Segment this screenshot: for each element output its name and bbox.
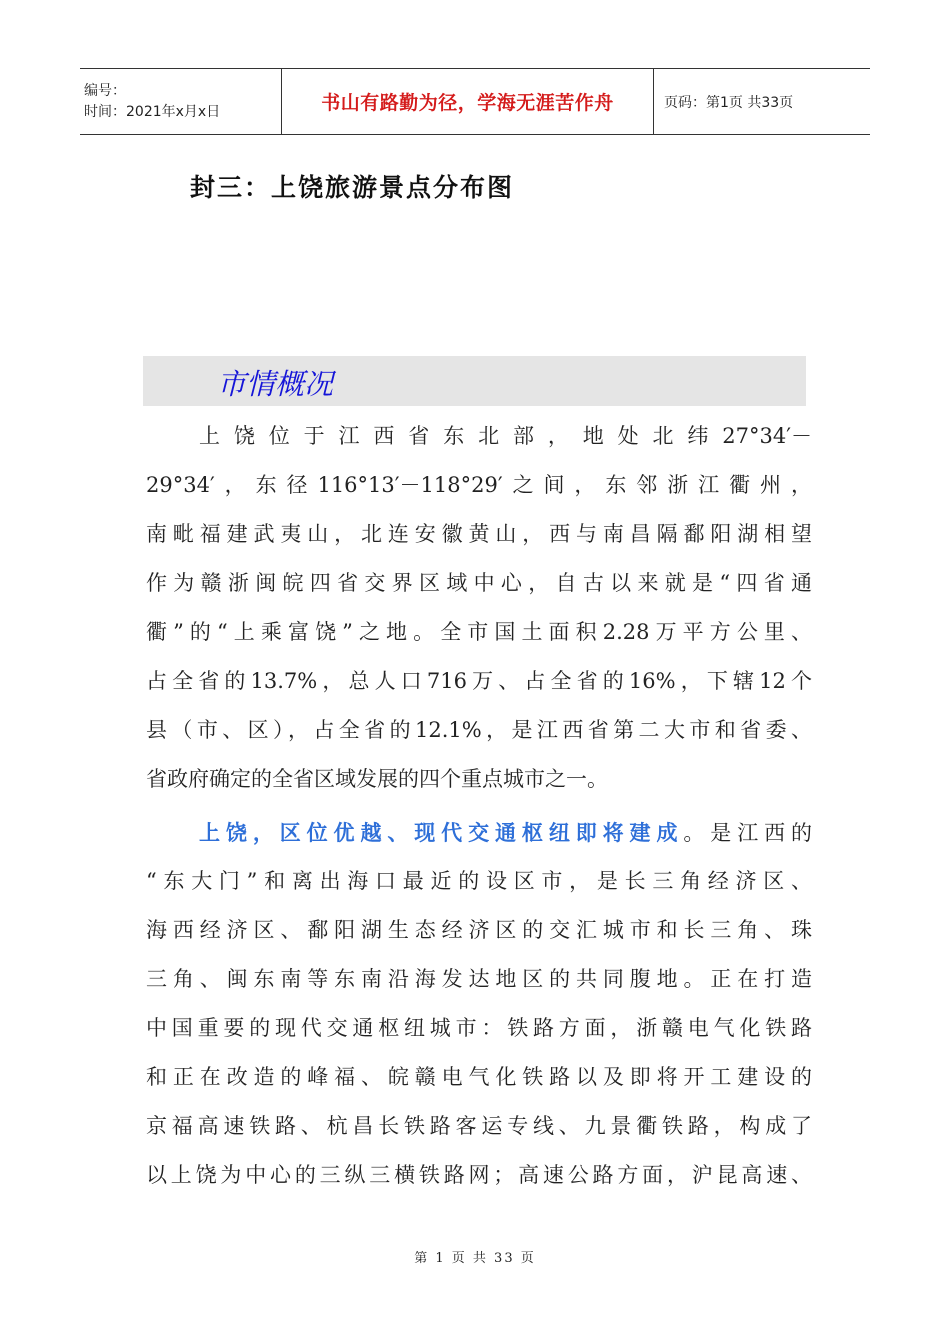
paragraph-line: 县（市、区），占全省的12.1%，是江西省第二大市和省委、	[146, 718, 812, 742]
paragraph-line-rest: 。是江西的	[683, 821, 813, 845]
paragraph-line: 29°34′，东径116°13′－118°29′之间，东邻浙江衢州，	[146, 473, 812, 497]
header-table	[80, 68, 870, 135]
number-label: 编号：	[84, 82, 126, 99]
paragraph-line: 京福高速铁路、杭昌长铁路客运专线、九景衢铁路，构成了	[146, 1114, 812, 1138]
paragraph-line: 上饶位于江西省东北部，地处北纬27°34′－	[199, 424, 812, 448]
motto-text: 书山有路勤为径，学海无涯苦作舟	[321, 92, 614, 114]
page-footer: 第 1 页 共 33 页	[414, 1251, 536, 1266]
header-page-cell	[654, 69, 870, 134]
highlight-phrase: 上饶，区位优越、现代交通枢纽即将建成	[199, 820, 684, 845]
paragraph-line: 作为赣浙闽皖四省交界区域中心，自古以来就是“四省通	[146, 571, 812, 595]
header-meta-cell	[80, 69, 282, 134]
header-motto-cell	[282, 69, 654, 134]
paragraph-line: 占全省的13.7%，总人口716万、占全省的16%，下辖12个	[146, 669, 812, 693]
paragraph-line: 海西经济区、鄱阳湖生态经济区的交汇城市和长三角、珠	[146, 918, 812, 942]
page-info: 页码：第1页 共33页	[664, 94, 794, 111]
paragraph-line: “东大门”和离出海口最近的设区市，是长三角经济区、	[146, 869, 812, 893]
paragraph-line: 省政府确定的全省区域发展的四个重点城市之一。	[146, 767, 608, 791]
paragraph-line: 衢”的“上乘富饶”之地。全市国土面积2.28万平方公里、	[146, 620, 812, 644]
paragraph-line: 和正在改造的峰福、皖赣电气化铁路以及即将开工建设的	[146, 1065, 812, 1089]
paragraph-line: 以上饶为中心的三纵三横铁路网；高速公路方面，沪昆高速、	[146, 1163, 812, 1187]
time-label: 时间：2021年x月x日	[84, 103, 221, 120]
section-title: 市情概况	[217, 367, 334, 401]
paragraph-line: 三角、闽东南等东南沿海发达地区的共同腹地。正在打造	[146, 967, 812, 991]
paragraph-line: 南毗福建武夷山，北连安徽黄山，西与南昌隔鄱阳湖相望	[146, 522, 812, 546]
paragraph-location	[146, 412, 812, 804]
section-heading-bar	[143, 356, 806, 406]
paragraph-transport	[146, 808, 812, 1200]
paragraph-line: 中国重要的现代交通枢纽城市：铁路方面，浙赣电气化铁路	[146, 1016, 812, 1040]
cover-title: 封三：上饶旅游景点分布图	[190, 173, 515, 202]
paragraph-line	[146, 808, 812, 857]
